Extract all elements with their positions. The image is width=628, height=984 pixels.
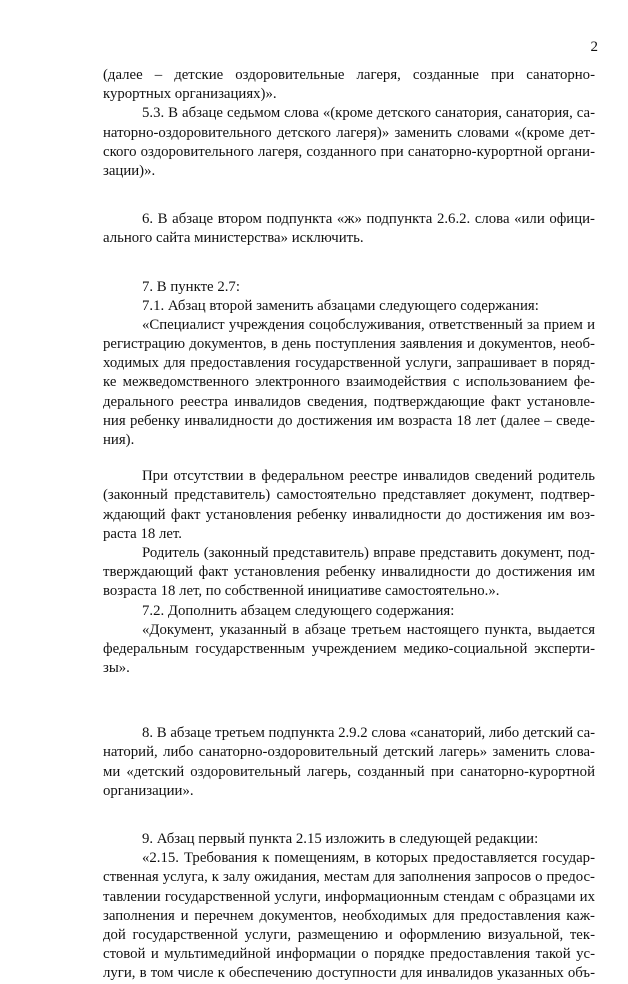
text-line: наторно-оздоровительного детского лагеря)» заменить словами «(кроме дет- <box>103 124 595 141</box>
text-line: 7.1. Абзац второй заменить абзацами следующего содержания: <box>142 297 539 314</box>
text-line: 9. Абзац первый пункта 2.15 изложить в следующей редакции: <box>142 831 539 847</box>
text-line: «Документ, указанный в абзаце третьем настоящего пункта, выдается <box>142 621 595 638</box>
paragraph-gap <box>103 801 595 830</box>
paragraph-gap <box>103 678 595 707</box>
text-line: ке межведомственного электронного взаимодействия с использованием фе- <box>103 374 595 391</box>
text-line: 6. В абзаце втором подпункта «ж» подпункта 2.6.2. слова «или офици- <box>142 211 595 228</box>
text-line: 5.3. В абзаце седьмом слова «(кроме детского санатория, санатория, са- <box>142 105 595 122</box>
paragraph-gap <box>103 181 595 210</box>
text-line: наторий, либо санаторно-оздоровительный детский лагерь» заменить слова- <box>103 744 595 761</box>
text-line: возраста 18 лет, по собственной инициативе самостоятельно.». <box>103 583 500 600</box>
text-line: дерального реестра инвалидов сведения, подтверждающие факт установле- <box>103 393 595 410</box>
text-line: заполнения и перечнем документов, необходимых для предоставления каж- <box>103 907 595 924</box>
text-line: ского оздоровительного лагеря, созданного при санаторно-курортной органи- <box>103 143 595 160</box>
text-line: 7. В пункте 2.7: <box>142 278 240 295</box>
text-line: «2.15. Требования к помещениям, в которых предоставляется государ- <box>142 850 595 867</box>
text-line: регистрацию документов, в день поступления заявления и документов, необ- <box>103 336 595 353</box>
text-line: дой государственной услуги, размещению и оформлению визуальной, тек- <box>103 926 595 943</box>
text-line: федеральным государственным учреждением медико-социальной эксперти- <box>103 640 595 657</box>
text-line: стовой и мультимедийной информации о порядке предоставления такой ус- <box>103 946 595 963</box>
text-line: организации». <box>103 782 194 799</box>
document-body <box>103 66 595 984</box>
paragraph-gap <box>103 707 595 724</box>
text-line: ственная услуга, к залу ожидания, местам для заполнения запросов о предос- <box>103 869 595 886</box>
text-line: ния ребенку инвалидности до достижения им возраста 18 лет (далее – сведе- <box>103 412 595 429</box>
text-line: 8. В абзаце третьем подпункта 2.9.2 слова «санаторий, либо детский са- <box>142 725 596 742</box>
text-line: курортных организациях)». <box>103 86 277 103</box>
paragraph-gap <box>103 249 595 278</box>
text-line: раста 18 лет. <box>103 525 182 542</box>
page-number: 2 <box>590 39 598 55</box>
text-line: тверждающий факт установления ребенку инвалидности до достижения им <box>103 564 595 581</box>
text-line: ждающий факт установления ребенку инвалидности до достижения им воз- <box>103 506 595 523</box>
text-line: «Специалист учреждения соцобслуживания, ответственный за прием и <box>142 316 595 333</box>
text-line: луги, в том числе к обеспечению доступности для инвалидов указанных объ- <box>103 965 595 982</box>
text-line: 7.2. Дополнить абзацем следующего содержания: <box>142 602 455 619</box>
paragraph-gap <box>103 450 595 467</box>
text-line: зации)». <box>103 162 156 179</box>
text-line: ального сайта министерства» исключить. <box>103 230 364 247</box>
text-line: ния). <box>103 432 135 448</box>
text-line: (далее – детские оздоровительные лагеря, созданные при санаторно- <box>103 67 595 83</box>
text-line: Родитель (законный представитель) вправе представить документ, под- <box>142 544 595 561</box>
text-line: зы». <box>103 660 130 677</box>
text-line: При отсутствии в федеральном реестре инвалидов сведений родитель <box>142 468 595 485</box>
text-line: ми «детский оздоровительный лагерь, созданный при санаторно-курортной <box>103 763 595 780</box>
text-line: тавлении государственной услуги, информационным стендам с образцами их <box>103 888 595 905</box>
text-line: (законный представитель) самостоятельно представляет документ, подтвер- <box>103 487 595 504</box>
text-line: ходимых для предоставления государственной услуги, запрашивает в поряд- <box>103 355 595 372</box>
